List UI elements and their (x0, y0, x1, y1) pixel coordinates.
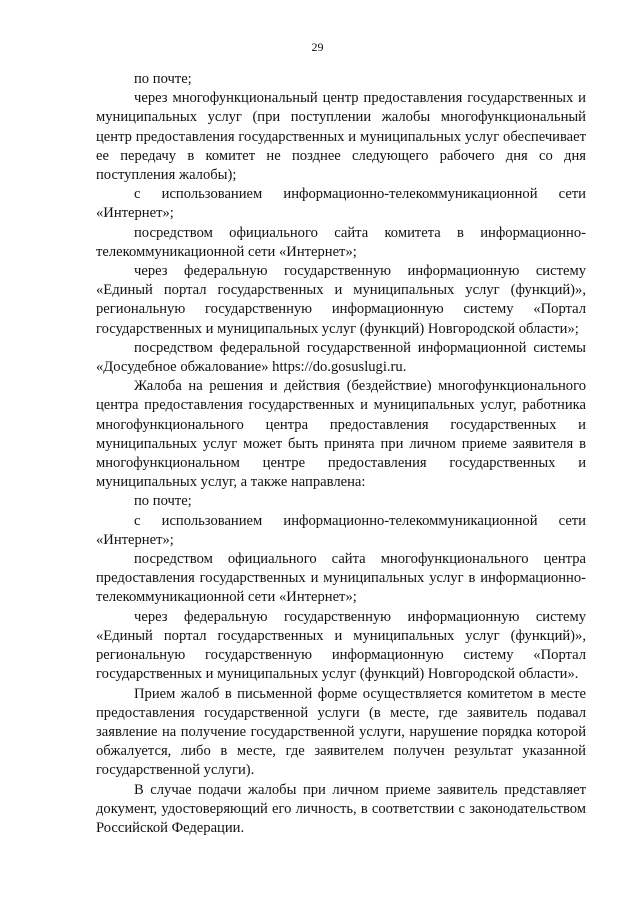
paragraph-unified-portal-2: через федеральную государственную информационную систему «Единый портал государственных и муниципальных услуг (функций)», региональную государственную информационную систему «Портал государственных и муниципальных услуг (функций) Новгородской области». (96, 608, 586, 683)
page-number: 29 (311, 40, 324, 54)
paragraph-via-internet: с использованием информационно-телекоммуникационной сети «Интернет»; (96, 186, 586, 222)
document-body (96, 70, 586, 838)
paragraph-pretrial-appeal: посредством федеральной государственной информационной системы «Досудебное обжалование» https://do.gosuslugi.ru. (96, 339, 586, 376)
paragraph-mfc-site: посредством официального сайта многофункционального центра предоставления государственных и муниципальных услуг в информационно-телекоммуникационной сети «Интернет»; (96, 551, 586, 606)
paragraph-via-mfc: через многофункциональный центр предоставления государственных и муниципальных услуг (при поступлении жалобы многофункциональный центр предоставления государственных и муниципальных услуг обеспечивает ее передачу в комитет не позднее следующего рабочего дня со дня поступления жалобы); (96, 90, 586, 184)
paragraph-unified-portal: через федеральную государственную информационную систему «Единый портал государственных и муниципальных услуг (функций)», региональную государственную информационную систему «Портал государственных и муниципальных услуг (функций) Новгородской области»; (96, 263, 586, 337)
paragraph-by-mail: по почте; (134, 71, 192, 87)
paragraph-identity-document: В случае подачи жалобы при личном приеме заявитель представляет документ, удостоверяющий его личность, в соответствии с законодательством Российской Федерации. (96, 781, 586, 836)
paragraph-committee-site: посредством официального сайта комитета в информационно-телекоммуникационной сети «Интернет»; (96, 224, 586, 260)
paragraph-by-mail-2: по почте; (134, 493, 192, 510)
paragraph-via-internet-2: с использованием информационно-телекоммуникационной сети «Интернет»; (96, 512, 586, 548)
paragraph-mfc-complaint: Жалоба на решения и действия (бездействие) многофункционального центра предоставления государственных и муниципальных услуг, работника многофункционального центра предоставления государственных и муниципальных услуг может быть принята при личном приеме заявителя в многофункциональном центре предоставления государственных и муниципальных услуг, а также направлена: (96, 378, 586, 491)
paragraph-written-complaints: Прием жалоб в письменной форме осуществляется комитетом в месте предоставления государственной услуги (в месте, где заявитель подавал заявление на получение государственной услуги, нарушение порядка которой обжалуется, либо в месте, где заявителем получен результат указанной государственной услуги). (96, 685, 586, 779)
